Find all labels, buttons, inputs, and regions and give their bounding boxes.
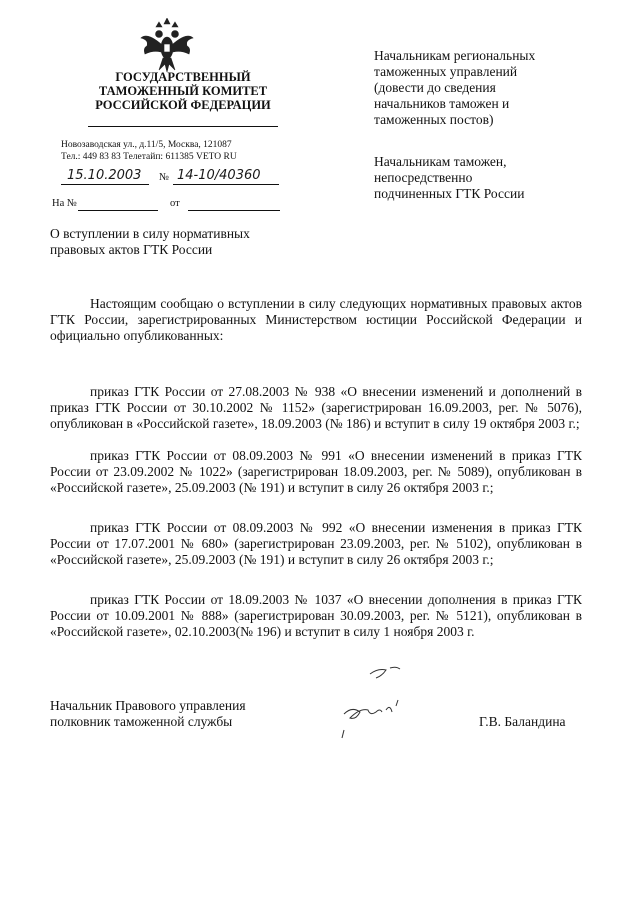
date-number-line <box>61 168 281 186</box>
double-headed-eagle-icon <box>137 18 197 76</box>
ref-label: На № <box>52 198 77 209</box>
signatory-name: Г.В. Баландина <box>479 714 566 729</box>
org-line-2: ТАМОЖЕННЫЙ КОМИТЕТ <box>98 84 268 98</box>
recipient-line: Начальникам таможен, <box>374 154 507 169</box>
recipient-line: подчиненных ГТК России <box>374 186 525 201</box>
ref-underline <box>78 198 158 211</box>
number-prefix: № <box>159 172 170 183</box>
recipient-line: таможенных постов) <box>374 112 494 127</box>
signatory-title <box>50 698 246 730</box>
header-divider <box>88 126 278 127</box>
handwritten-signature <box>330 660 440 740</box>
letter-subject <box>50 226 250 258</box>
recipient-line: таможенных управлений <box>374 64 518 79</box>
signatory-title-line-1: Начальник Правового управления <box>50 698 246 713</box>
address-line-1: Новозаводская ул., д.11/5, Москва, 121087 <box>61 140 232 150</box>
number-handwritten: 14-10/40360 <box>177 168 261 183</box>
order-item: приказ ГТК России от 08.09.2003 № 992 «О внесении изменения в приказ ГТК России от 17.07.2001 № 680» (зарегистрирован 23.09.2003, рег. № 5102), опубликован в «Российской газете», 25.09.2003 (№ 191) и вступит в силу 26 октября 2003 г.; <box>50 520 582 567</box>
signatory-title-line-2: полковник таможенной службы <box>50 714 233 729</box>
recipient-line: Начальникам региональных <box>374 48 536 63</box>
subject-line-2: правовых актов ГТК России <box>50 242 213 257</box>
order-item: приказ ГТК России от 18.09.2003 № 1037 «О внесении дополнения в приказ ГТК России от 10.09.2001 № 888» (зарегистрирован 30.09.2003, рег. № 5121), опубликован в «Российской газете», 02.10.2003(№ 196) и вступит в силу 1 ноября 2003 г. <box>50 592 582 639</box>
recipient-line: непосредственно <box>374 170 473 185</box>
address-block <box>61 140 237 163</box>
organization-header <box>88 70 278 112</box>
org-line-3: РОССИЙСКОЙ ФЕДЕРАЦИИ <box>95 98 271 112</box>
org-line-1: ГОСУДАРСТВЕННЫЙ <box>115 70 251 84</box>
recipient-line: начальников таможен и <box>374 96 510 111</box>
from-label: от <box>170 198 180 209</box>
recipients-group-1 <box>374 48 535 128</box>
order-item: приказ ГТК России от 08.09.2003 № 991 «О внесении изменений в приказ ГТК России от 23.09.2002 № 1022» (зарегистрирован 18.09.2003, рег. № 5089), опубликован в «Российской газете», 25.09.2003 (№ 191) и вступит в силу 26 октября 2003 г.; <box>50 448 582 495</box>
from-underline <box>188 198 280 211</box>
date-handwritten: 15.10.2003 <box>67 168 142 183</box>
address-line-2: Тел.: 449 83 83 Телетайп: 611385 VETO RU <box>61 151 237 162</box>
body-intro: Настоящим сообщаю о вступлении в силу следующих нормативных правовых актов ГТК России, зарегистрированных Министерством юстиции Российской Федерации и официально опубликованных: <box>50 296 582 343</box>
reference-line <box>52 198 282 214</box>
recipients-group-2 <box>374 154 524 202</box>
order-item: приказ ГТК России от 27.08.2003 № 938 «О внесении изменений и дополнений в приказ ГТК России от 30.10.2002 № 1152» (зарегистрирован 16.09.2003, рег. № 5076), опубликован в «Российской газете», 18.09.2003 (№ 186) и вступит в силу 19 октября 2003 г.; <box>50 384 582 431</box>
subject-line-1: О вступлении в силу нормативных <box>50 226 250 241</box>
recipient-line: (довести до сведения <box>374 80 496 95</box>
